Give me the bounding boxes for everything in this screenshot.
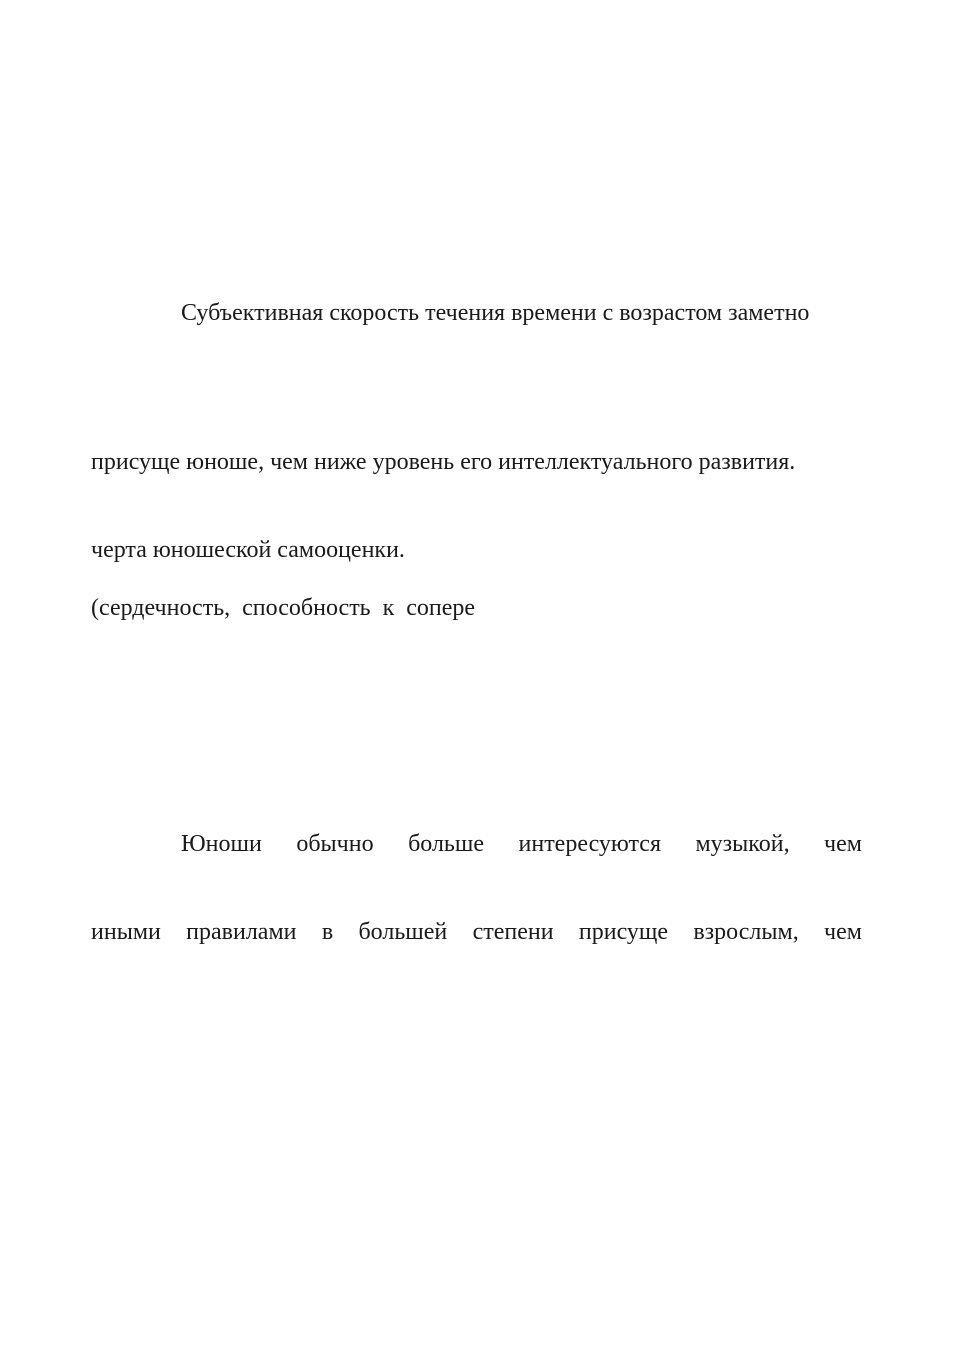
word: интересуются (518, 831, 661, 857)
word: Юноши (181, 831, 262, 857)
word: в (321, 919, 334, 945)
word: степени (472, 919, 554, 945)
word: больше (408, 831, 485, 857)
paragraph-line-4: (сердечность, способность к сопере (91, 595, 476, 621)
word: большей (358, 919, 448, 945)
word: чем (824, 831, 862, 857)
paragraph-line-3: черта юношеской самооценки. (91, 537, 405, 563)
word: взрослым, (693, 919, 799, 945)
word: правилами (186, 919, 297, 945)
word: чем (824, 919, 862, 945)
word: иными (91, 919, 161, 945)
paragraph-line-5 (181, 829, 862, 859)
word: музыкой, (695, 831, 790, 857)
word: обычно (296, 831, 374, 857)
paragraph-line-6 (91, 917, 862, 947)
paragraph-line-1: Субъективная скорость течения времени с возрастом заметно (181, 300, 810, 326)
word: присуще (578, 919, 669, 945)
paragraph-line-2: присуще юноше, чем ниже уровень его интеллектуального развития. (91, 449, 796, 475)
